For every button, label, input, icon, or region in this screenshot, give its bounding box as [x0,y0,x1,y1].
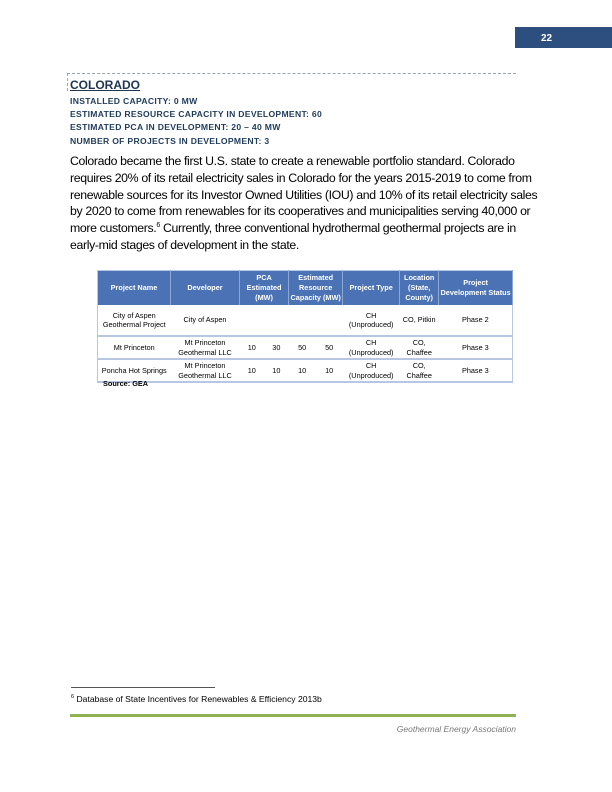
table-cell: CH (Unproduced) [343,359,400,382]
page-number-tab [515,27,612,48]
table-cell: 10 [264,359,289,382]
section-divider-vertical [67,73,68,91]
paragraph-text: Currently, three conventional hydrothermal geothermal projects are in early-mid stages of development in the state. [70,221,516,252]
table-cell [240,305,265,336]
fact-project-count: NUMBER OF PROJECTS IN DEVELOPMENT: 3 [70,135,270,146]
table-header-row [98,271,513,306]
header-project-type: Project Type [343,271,400,306]
fact-installed-capacity: INSTALLED CAPACITY: 0 MW [70,96,198,106]
footnote-ref[interactable]: 6 [156,222,160,230]
table-cell: Phase 3 [439,359,513,382]
table-cell: 10 [240,336,265,359]
footer-text: Geothermal Energy Association [396,724,516,734]
table-cell: CH (Unproduced) [343,336,400,359]
fact-resource-capacity: ESTIMATED RESOURCE CAPACITY IN DEVELOPMENT: 60 [70,109,323,120]
table-cell: CO, Chaffee [400,336,439,359]
page-number: 22 [541,33,553,44]
table-cell [316,305,343,336]
table-cell: Mt Princeton [98,336,171,359]
table-row [98,336,513,359]
table-cell: Mt Princeton Geothermal LLC [171,336,240,359]
footnote-number: 6 [71,694,75,701]
table-row [98,359,513,382]
section-title: COLORADO [70,78,140,92]
table-cell: 30 [264,336,289,359]
table-source: Source: GEA [103,379,149,388]
table-cell [289,305,316,336]
table-cell: CO, Chaffee [400,359,439,382]
header-developer: Developer [171,271,240,306]
header-status: Project Development Status [439,271,513,306]
table-cell: 10 [289,359,316,382]
header-project-name: Project Name [98,271,171,306]
footnote [71,694,322,704]
section-divider [67,73,516,74]
table-cell: Mt Princeton Geothermal LLC [171,359,240,382]
table-cell: CH (Unproduced) [343,305,400,336]
footnote-text: Database of State Incentives for Renewables & Efficiency 2013b [76,694,322,704]
footnote-rule [71,687,215,688]
table-row [98,305,513,336]
table-cell [264,305,289,336]
table-cell: 50 [289,336,316,359]
table-cell: 50 [316,336,343,359]
footer-rule [70,714,516,717]
header-location: Location (State, County) [400,271,439,306]
table-cell: Phase 2 [439,305,513,336]
table-cell: City of Aspen Geothermal Project [98,305,171,336]
body-paragraph [70,153,544,254]
table-cell: 10 [316,359,343,382]
table-cell: City of Aspen [171,305,240,336]
summary-facts [70,95,322,148]
header-pca: PCA Estimated (MW) [240,271,289,306]
table-cell: 10 [240,359,265,382]
header-resource-capacity: Estimated Resource Capacity (MW) [289,271,343,306]
table-cell: Poncha Hot Springs [98,359,171,382]
table-cell: Phase 3 [439,336,513,359]
table-cell: CO, Pitkin [400,305,439,336]
paragraph-text: Colorado became the first U.S. state to create a renewable portfolio standard. Colorado requires 20% of its retail electricity sales in Colorado for the years 2015-2019 to come from renewable sources for its Investor Owned Utilities (IOU) and 10% of its retail electricity sales by 2020 to come from renewables for its cooperatives and municipalities serving 40,000 or more customers. [70,154,538,236]
fact-pca: ESTIMATED PCA IN DEVELOPMENT: 20 – 40 MW [70,122,281,133]
projects-table [97,270,513,383]
